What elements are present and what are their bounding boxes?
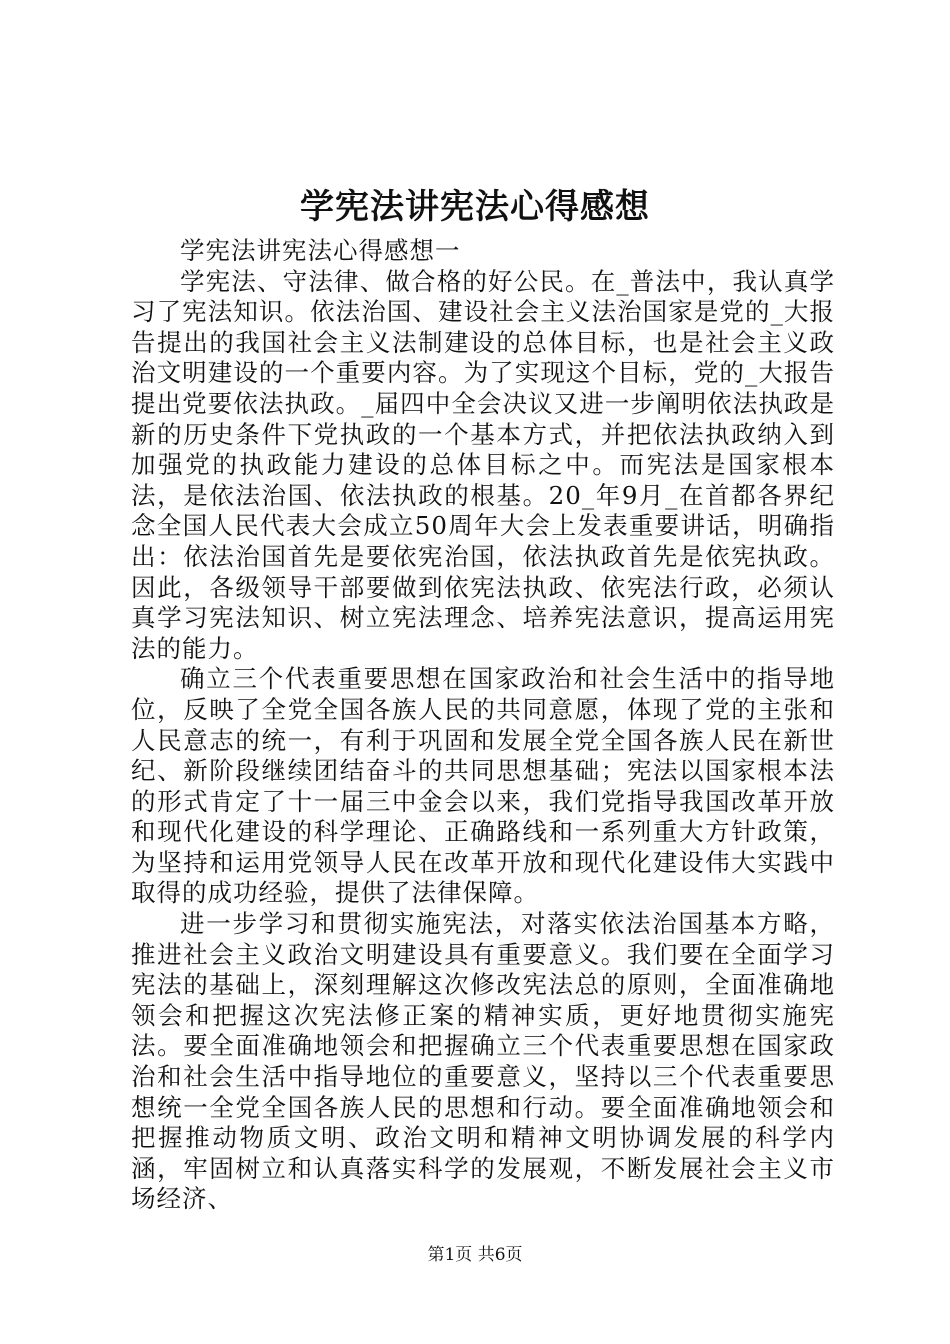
paragraph: 进一步学习和贯彻实施宪法，对落实依法治国基本方略，推进社会主义政治文明建设具有重要意义。我们要在全面学习宪法的基础上，深刻理解这次修改宪法总的原则，全面准确地领会和把握这次宪法修正案的精神实质，更好地贯彻实施宪法。要全面准确地领会和把握确立三个代表重要思想在国家政治和社会生活中指导地位的重要意义，坚持以三个代表重要思想统一全党全国各族人民的思想和行动。要全面准确地领会和把握推动物质文明、政治文明和精神文明协调发展的科学内涵，牢固树立和认真落实科学的发展观，不断发展社会主义市场经济、 [131,909,835,1214]
page-number-footer: 第1页 共6页 [427,1245,523,1265]
paragraph: 确立三个代表重要思想在国家政治和社会生活中的指导地位，反映了全党全国各族人民的共同意愿，体现了党的主张和人民意志的统一，有利于巩固和发展全党全国各族人民在新世纪、新阶段继续团结奋斗的共同思想基础；宪法以国家根本法的形式肯定了十一届三中金会以来，我们党指导我国改革开放和现代化建设的科学理论、正确路线和一系列重大方针政策，为坚持和运用党领导人民在改革开放和现代化建设伟大实践中取得的成功经验，提供了法律保障。 [131,664,835,908]
section-heading: 学宪法讲宪法心得感想一 [180,236,461,265]
paragraph: 学宪法、守法律、做合格的好公民。在_普法中，我认真学习了宪法知识。依法治国、建设社会主义法治国家是党的_大报告提出的我国社会主义法制建设的总体目标，也是社会主义政治文明建设的一个重要内容。为了实现这个目标，党的_大报告提出党要依法执政。_届四中全会决议又进一步阐明依法执政是新的历史条件下党执政的一个基本方式，并把依法执政纳入到加强党的执政能力建设的总体目标之中。而宪法是国家根本法，是依法治国、依法执政的根基。20_年9月_在首都各界纪念全国人民代表大会成立50周年大会上发表重要讲话，明确指出：依法治国首先是要依宪治国，依法执政首先是依宪执政。因此，各级领导干部要做到依宪法执政、依宪法行政，必须认真学习宪法知识、树立宪法理念、培养宪法意识，提高运用宪法的能力。 [131,266,835,663]
page-title: 学宪法讲宪法心得感想 [300,187,650,227]
document-body [131,236,835,1215]
